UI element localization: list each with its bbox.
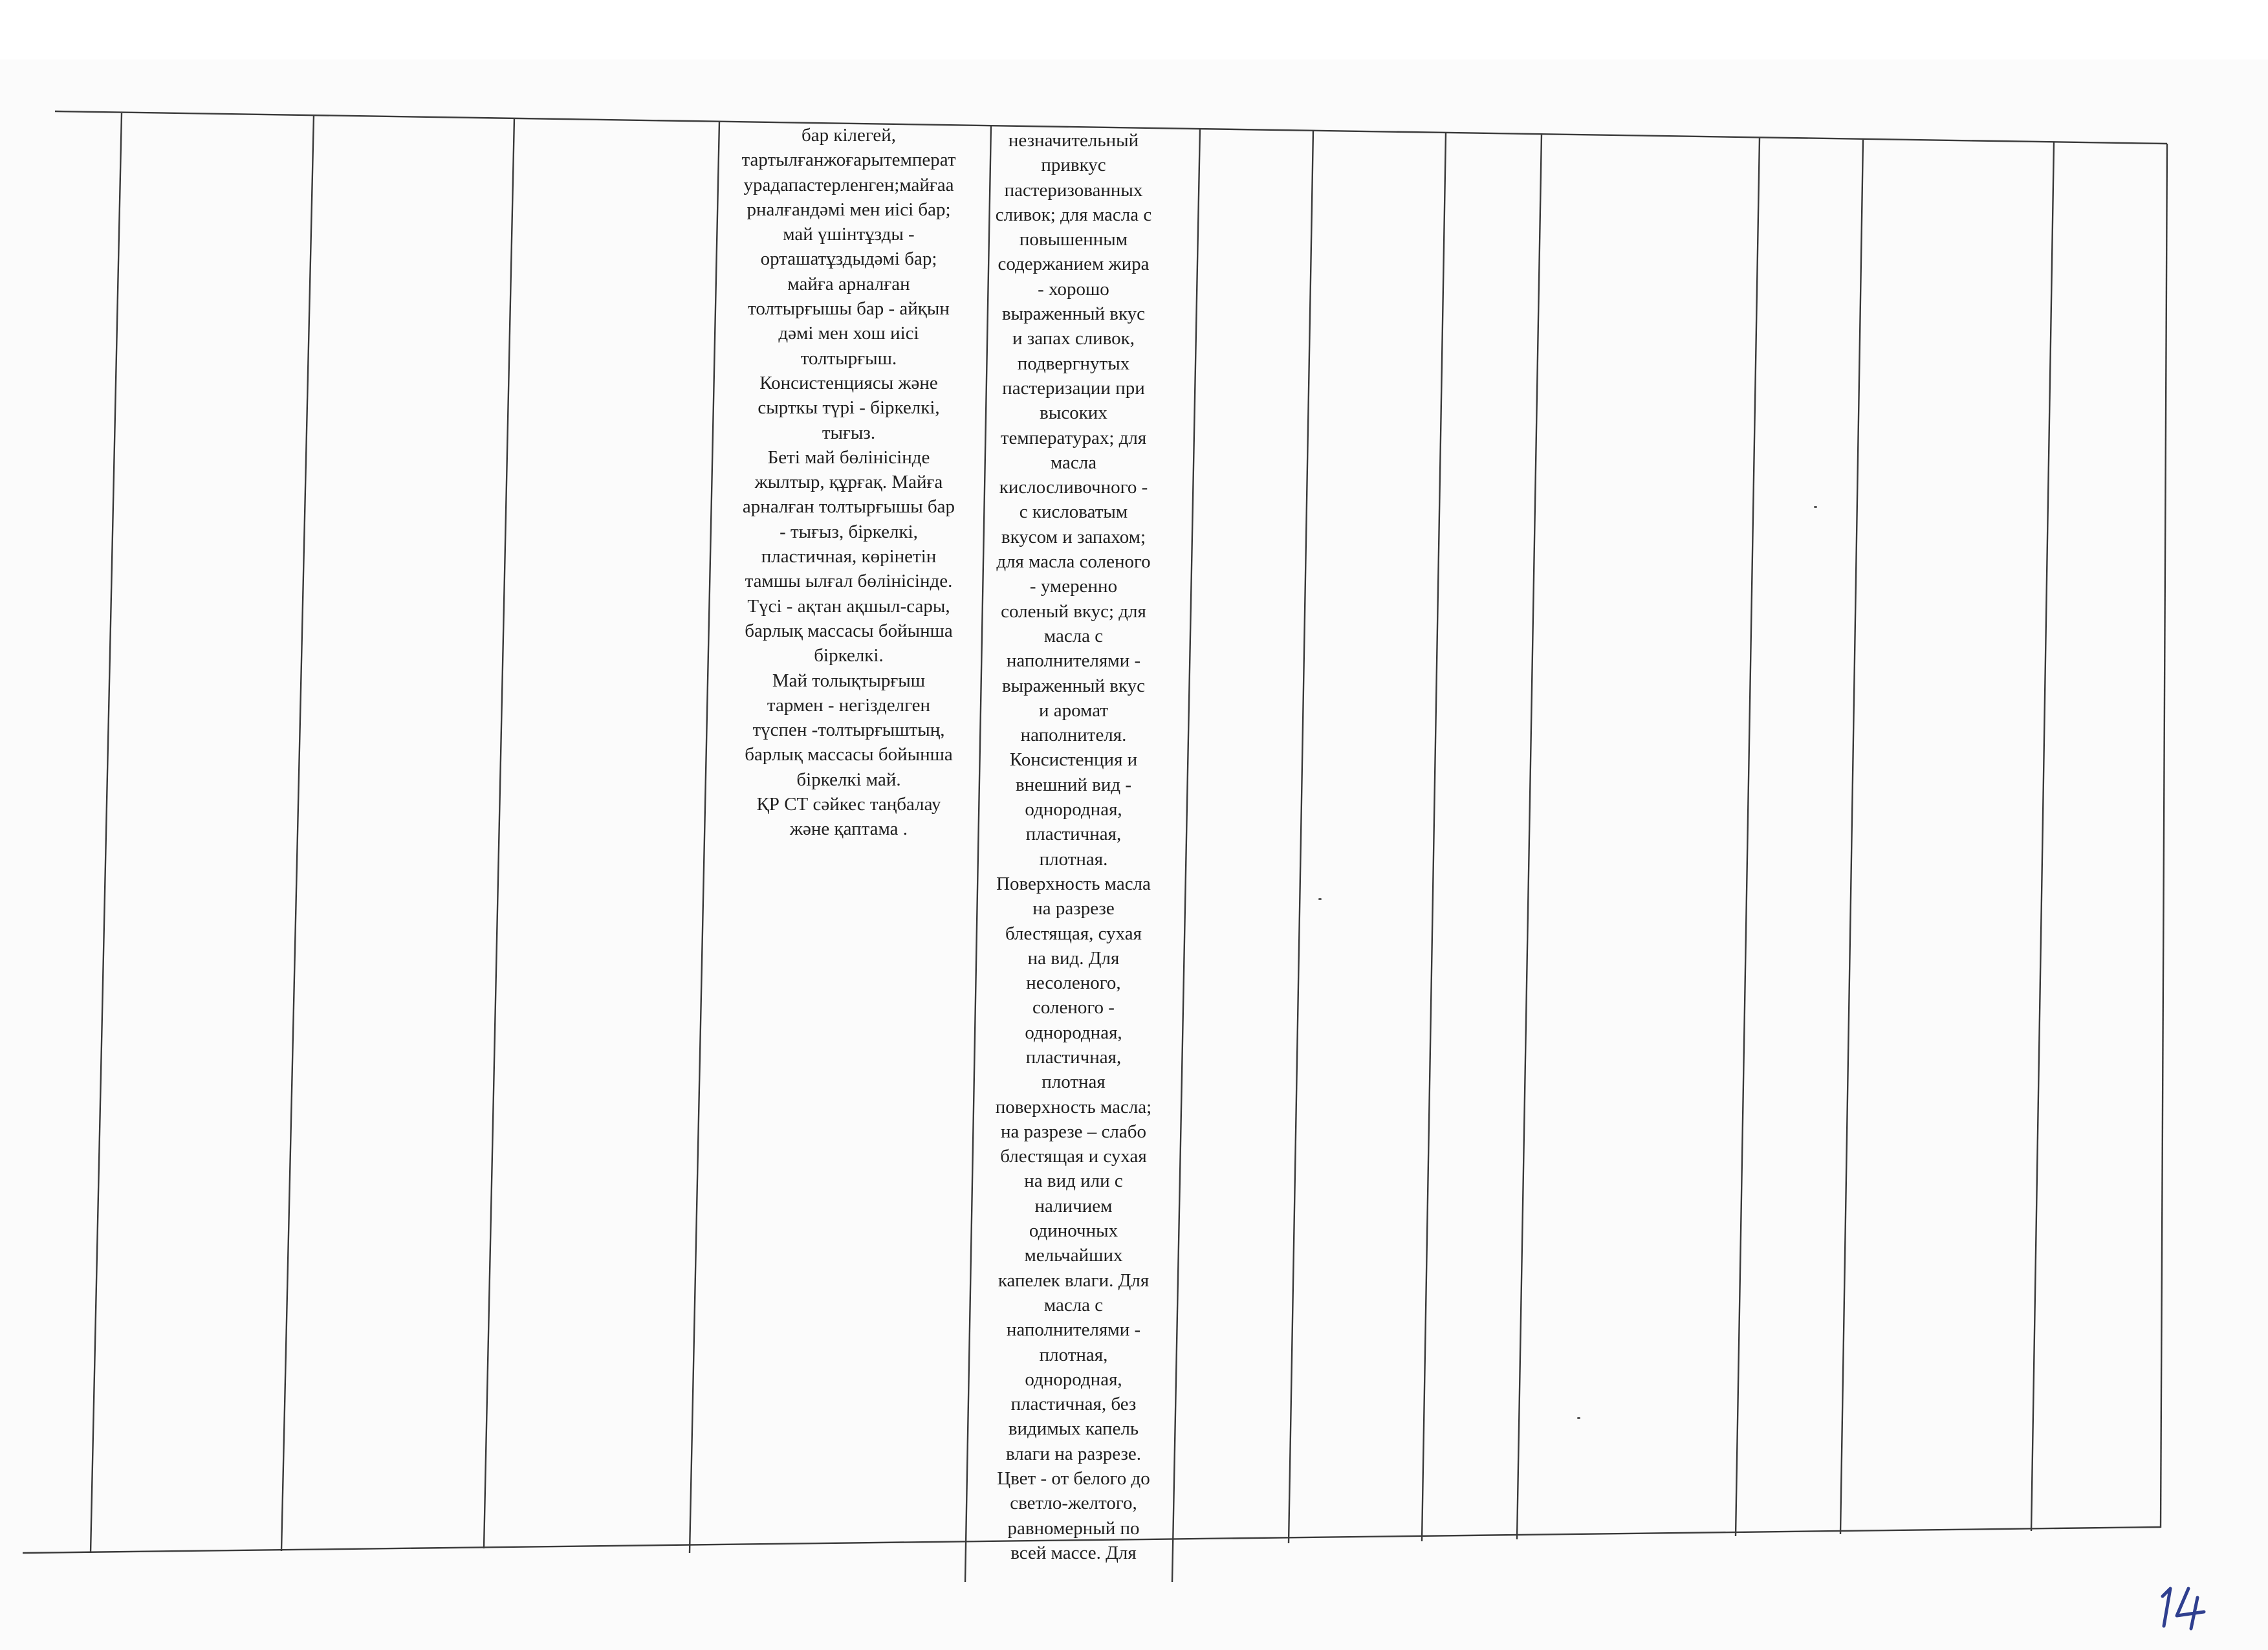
column-rule-13: [2161, 144, 2167, 1528]
scan-speck: [1318, 898, 1322, 900]
column-rule-6: [1172, 128, 1200, 1582]
column-rule-11: [1840, 140, 1863, 1534]
handwritten-page-number: [2151, 1569, 2216, 1634]
column-rule-10: [1736, 138, 1760, 1536]
kazakh-requirements-cell: бар кілегей, тартылғанжоғарытемперат урадапастерленген;майғаа рналғандәмі мен иісі бар; май үшінтұзды - орташатұздыдәмі бар; майға арналған толтырғышы бар - айқын дәмі мен хош иісі толтырғыш. Консистенциясы және сырткы түрі - біркелкі, тығыз. Беті май бөлінісінде жылтыр, құрғақ. Майға арналған толтырғышы бар - тығыз, біркелкі, пластичная, көрінетін тамшы ылғал бөлінісінде. Түсі - ақтан ақшыл-сары, барлық массасы бойынша біркелкі. Май толықтырғыш тармен - негізделген түспен -толтырғыштың, барлық массасы бойынша біркелкі май. ҚР СТ сәйкес таңбалау және қаптама .: [741, 125, 956, 840]
column-rule-9: [1517, 134, 1542, 1539]
russian-requirements-cell: незначительный привкус пастеризованных сливок; для масла с повышенным содержанием жира - хорошо выраженный вкус и запах сливок, подвергнутых пастеризации при высоких температурах; для масла кислосливочного - с кисловатым вкусом и запахом; для масла соленого - умеренно соленый вкус; для масла с наполнителями - выраженный вкус и аромат наполнителя. Консистенция и внешний вид - однородная, пластичная, плотная. Поверхность масла на разрезе блестящая, сухая на вид. Для несоленого, соленого - однородная, пластичная, плотная поверхность масла; на разрезе – слабо блестящая и сухая на вид или с наличием одиночных мельчайших капелек влаги. Для масла с наполнителями - плотная, однородная, пластичная, без видимых капель влаги на разрезе. Цвет - от белого до светло-желтого, равномерный по всей массе. Для: [995, 130, 1152, 1563]
column-rule-8: [1422, 133, 1446, 1541]
column-rule-2: [281, 115, 314, 1551]
column-rule-7: [1289, 130, 1313, 1543]
scan-speck: [1814, 506, 1817, 508]
scan-speck: [1577, 1417, 1580, 1419]
column-rule-4: [690, 122, 719, 1553]
column-rule-3: [484, 118, 514, 1548]
column-rule-12: [2031, 142, 2054, 1531]
column-rule-1: [91, 113, 122, 1553]
